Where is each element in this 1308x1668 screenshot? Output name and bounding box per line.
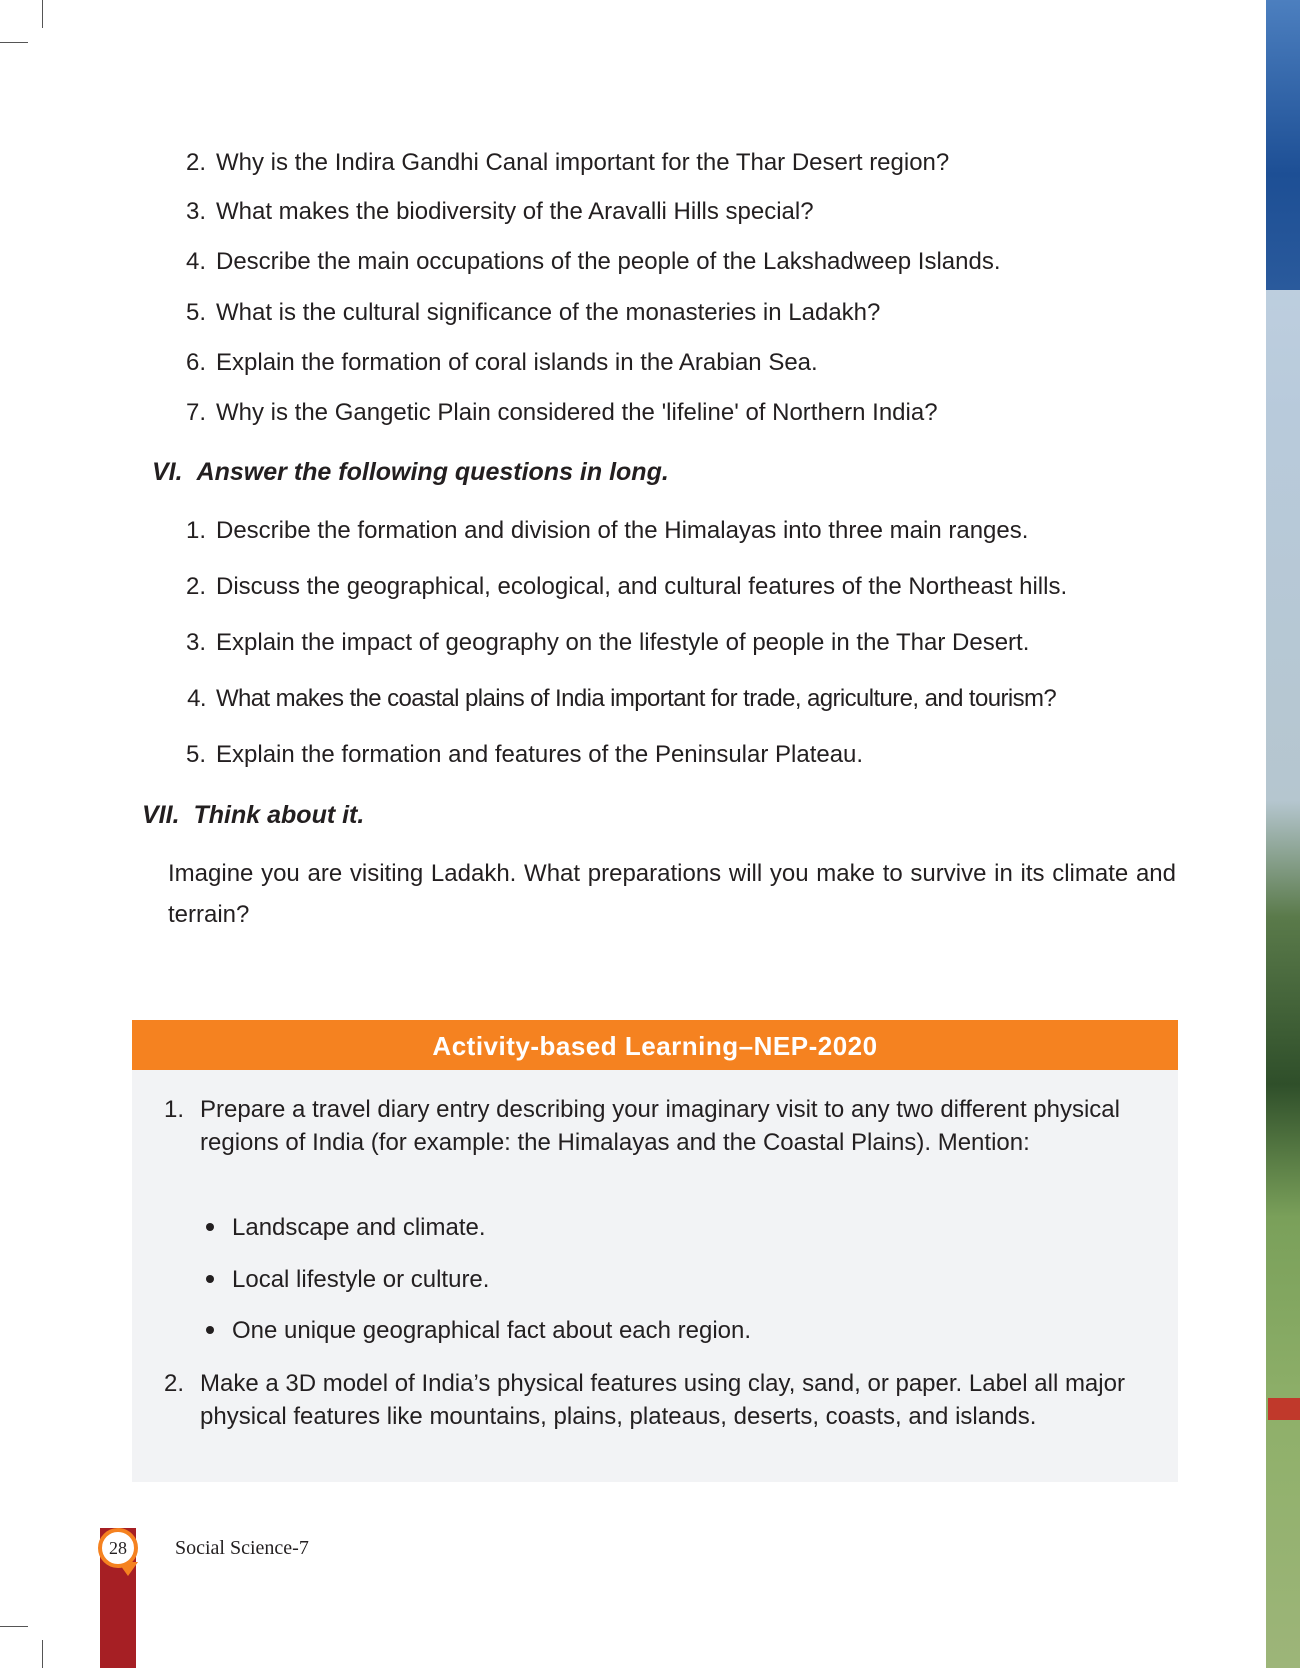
list-item: 3. What makes the biodiversity of the Aravalli Hills special? — [185, 198, 814, 225]
crop-mark-top-left-h — [0, 42, 28, 43]
activity-item-2: 2. Make a 3D model of India’s physical features using clay, sand, or paper. Label all major physical features like mountains, plains, plateaus, deserts, coasts, and islands. — [164, 1370, 1125, 1430]
activity-item-1: 1. Prepare a travel diary entry describing your imaginary visit to any two different physical regions of India (for example: the Himalayas and the Coastal Plains). Mention: — [164, 1096, 1120, 1156]
activity-bullet: Local lifestyle or culture. — [206, 1265, 489, 1295]
book-title: Social Science-7 — [175, 1537, 309, 1559]
list-item: 7. Why is the Gangetic Plain considered the 'lifeline' of Northern India? — [185, 399, 938, 426]
list-item: 2. Discuss the geographical, ecological, and cultural features of the Northeast hills. — [185, 573, 1068, 600]
list-item: 4. Describe the main occupations of the people of the Lakshadweep Islands. — [185, 248, 1001, 275]
crop-mark-bottom-left-v — [42, 1640, 43, 1668]
activity-bullet: One unique geographical fact about each region. — [206, 1316, 751, 1346]
list-item: 2. Why is the Indira Gandhi Canal important for the Thar Desert region? — [185, 149, 950, 176]
crop-mark-top-left-v — [42, 0, 43, 28]
bullet-dot-icon — [206, 1223, 214, 1231]
list-item: 4. What makes the coastal plains of India important for trade, agriculture, and tourism? — [187, 685, 1057, 712]
page-number: 28 — [98, 1528, 138, 1568]
list-item: 1. Describe the formation and division of the Himalayas into three main ranges. — [185, 517, 1029, 544]
list-item: 6. Explain the formation of coral islands in the Arabian Sea. — [185, 349, 818, 376]
page-edge — [1300, 0, 1308, 1668]
think-about-it-text: Imagine you are visiting Ladakh. What preparations will you make to survive in its climate and terrain? — [168, 860, 1176, 928]
activity-header — [132, 1020, 1178, 1070]
bullet-dot-icon — [206, 1275, 214, 1283]
section-vii-heading: VII. Think about it. — [142, 801, 365, 829]
activity-title: Activity-based Learning–NEP-2020 — [432, 1031, 878, 1061]
list-item: 5. What is the cultural significance of the monasteries in Ladakh? — [185, 299, 881, 326]
list-item: 5. Explain the formation and features of the Peninsular Plateau. — [185, 741, 864, 768]
crop-mark-bottom-left-h — [0, 1626, 28, 1627]
activity-bullet: Landscape and climate. — [206, 1213, 486, 1243]
list-item: 3. Explain the impact of geography on the lifestyle of people in the Thar Desert. — [185, 629, 1030, 656]
decorative-strip-red — [1268, 1398, 1300, 1420]
decorative-strip-blue — [1266, 0, 1302, 290]
section-vi-heading: VI. Answer the following questions in long. — [152, 458, 669, 486]
bullet-dot-icon — [206, 1326, 214, 1334]
